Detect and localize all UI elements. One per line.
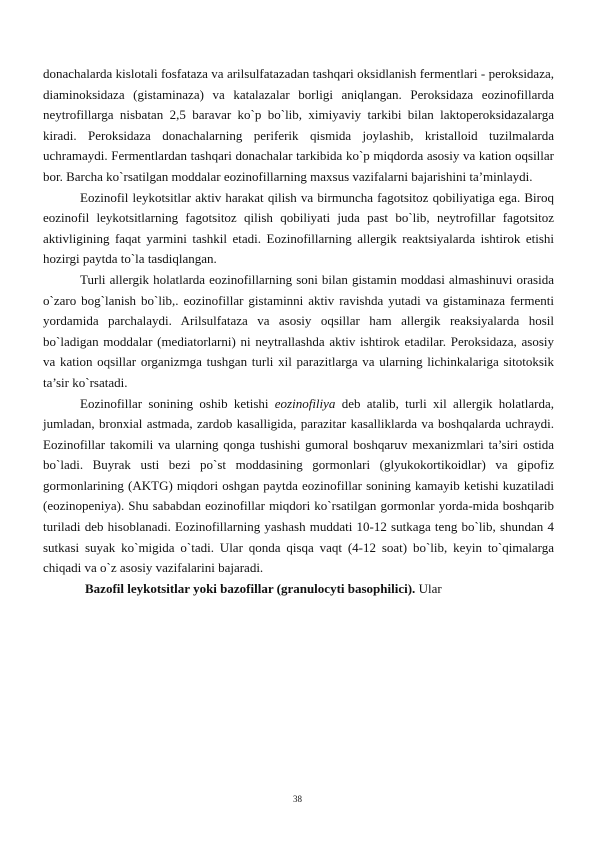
section-heading-bazofil: Bazofil leykotsitlar yoki bazofillar (granulocyti basophilici). (85, 580, 416, 596)
body-text (43, 64, 554, 599)
paragraph-4-text-start: Eozinofillar sonining oshib ketishi (80, 395, 275, 411)
paragraph-5 (43, 579, 554, 600)
paragraph-4 (43, 394, 554, 579)
page-number: 38 (293, 794, 302, 804)
paragraph-5-text: Ular (415, 580, 442, 596)
paragraph-4-text-end: deb atalib, turli xil allergik holatlarda, jumladan, bronxial astmada, zardob kasalligida, parazitar kasalliklarda va boshqalarda uchraydi. Eozinofillar takomili va ularning qonga tushishi gumoral boshqaruv mexanizmlari ta’siri ostida bo`ladi. Buyrak usti bezi po`st moddasining gormonlari (glyukokortikoidlar) va gipofiz gormonlarining (AKTG) miqdori oshgan paytda eozinofillar sonining kamayib ketishi kuzatiladi (eozinopeniya). Shu sababdan eozinofillar miqdori ko`rsatilgan gormonlar yorda-mida boshqarib turiladi deb hisoblanadi. Eozinofillarning yashash muddati 10-12 sutkaga teng bo`lib, shundan 4 sutkasi suyak ko`migida o`tadi. Ular qonda qisqa vaqt (4-12 soat) bo`lib, keyin to`qimalarga chiqadi va o`z asosiy vazifalarini bajaradi. (43, 395, 554, 576)
paragraph-2: Eozinofil leykotsitlar aktiv harakat qilish va birmuncha fagotsitoz qobiliyatiga ega. Biroq eozinofil leykotsitlarning fagotsitoz qilish qobiliyati juda past bo`lib, neytrofillar fagotsitoz aktivligining faqat yarmini tashkil etadi. Eozinofillarning allergik reaktsiyalarda ishtirok etishi hozirgi paytda to`la tasdiqlangan. (43, 189, 554, 267)
paragraph-1: donachalarda kislotali fosfataza va arilsulfatazadan tashqari oksidlanish fermentlari - peroksidaza, diaminoksidaza (gistaminaza) va katalazalar borligi aniqlangan. Peroksidaza eozinofillarda neytrofillarga nisbatan 2,5 baravar ko`p bo`lib, ximiyaviy tarkibi bilan laktoperoksidazalarga kiradi. Peroksidaza donachalarning periferik qismida joylashib, kristalloid tuzilmalarda uchramaydi. Fermentlardan tashqari donachalar tarkibida ko`p miqdorda asosiy va kation oqsillar bor. Barcha ko`rsatilgan moddalar eozinofillarning maxsus vazifalarni bajarishini ta’minlaydi. (43, 66, 554, 184)
eozinofiliya-term: eozinofiliya (274, 395, 336, 411)
paragraph-3: Turli allergik holatlarda eozinofillarning soni bilan gistamin moddasi almashinuvi orasida o`zaro bog`lanish bo`lib,. eozinofillar gistaminni aktiv ravishda yutadi va gistaminaza fermenti yordamida parchalaydi. Arilsulfataza va asosiy oqsillar ham allergik reaksiyalarda hosil bo`ladigan moddalar (mediatorlarni) ni neytrallashda aktiv ishtirok etadilar. Peroksidaza, asosiy va kation oqsillar organizmga tushgan turli xil parazitlarga va ularning lichinkalariga sitotoksik ta’sir ko`rsatadi. (43, 271, 554, 390)
